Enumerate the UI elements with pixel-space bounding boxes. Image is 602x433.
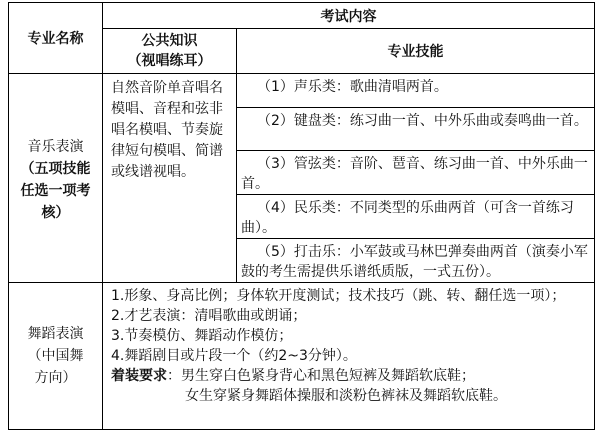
dance-dress-male-line — [111, 366, 588, 386]
music-knowledge-cell — [103, 74, 237, 283]
skill-orchestral: （3）管弦类：音阶、琶音、练习曲一首、中外乐曲一首。 — [237, 151, 595, 195]
dance-major-name: 舞蹈表演 — [27, 326, 84, 342]
dance-dress-label: 着装要求 — [111, 368, 167, 384]
exam-content-table — [8, 2, 595, 430]
dance-dress-female: 女生穿紧身舞蹈体操服和淡粉色裤袜及舞蹈软底鞋。 — [185, 388, 507, 404]
public-knowledge-title: 公共知识 — [141, 33, 198, 49]
dance-dress-male: ：男生穿白色紧身背心和黑色短裤及舞蹈软底鞋； — [167, 368, 475, 384]
dance-requirements-cell — [103, 283, 595, 430]
music-major-name: 音乐表演 — [27, 139, 84, 155]
music-major-cell — [9, 74, 103, 283]
dance-major-note: （中国舞方向） — [27, 348, 84, 386]
dance-major-cell — [9, 283, 103, 430]
public-knowledge-subtitle: （视唱练耳） — [127, 53, 212, 69]
header-professional-skills: 专业技能 — [237, 29, 595, 74]
header-exam-content: 考试内容 — [103, 3, 595, 29]
skill-folk: （4）民乐类：不同类型的乐曲两首（可含一首练习曲）。 — [237, 195, 595, 239]
dance-item-3: 3.节奏模仿、舞蹈动作模仿； — [111, 328, 293, 344]
dance-item-4: 4.舞蹈剧目或片段一个（约2~3分钟）。 — [111, 348, 357, 364]
skill-keyboard: （2）键盘类：练习曲一首、中外乐曲或奏鸣曲一首。 — [237, 108, 595, 151]
dance-item-1: 1.形象、身高比例；身体软开度测试；技术技巧（跳、转、翻任选一项）； — [111, 288, 566, 304]
dance-item-2: 2.才艺表演：清唱歌曲或朗诵； — [111, 308, 307, 324]
music-major-note: （五项技能任选一项考核） — [20, 161, 91, 221]
music-knowledge-text: 自然音阶单音唱名模唱、音程和弦非唱名模唱、节奏旋律短句模唱、简谱或线谱视唱。 — [111, 80, 223, 180]
skill-vocal: （1）声乐类：歌曲清唱两首。 — [237, 74, 595, 108]
header-public-knowledge — [103, 29, 237, 74]
skill-percussion: （5）打击乐：小军鼓或马林巴弹奏曲两首（演奏小军鼓的考生需提供乐谱纸质版，一式五份）。 — [237, 239, 595, 283]
header-major-name: 专业名称 — [9, 3, 103, 74]
